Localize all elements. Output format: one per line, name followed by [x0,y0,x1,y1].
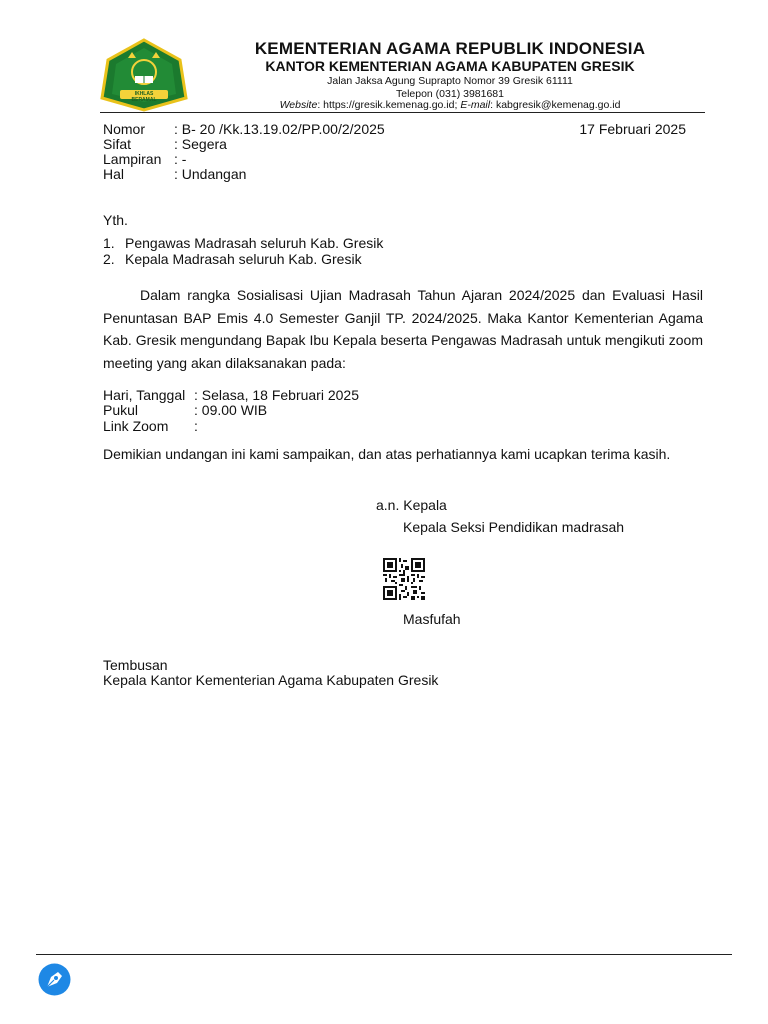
signatory-name: Masfufah [403,611,461,627]
ministry-title: KEMENTERIAN AGAMA REPUBLIK INDONESIA [254,39,646,58]
sifat-label: Sifat [103,136,132,152]
recipient-num: 1. [103,235,115,251]
letter-date: 17 Februari 2025 [579,121,686,137]
schedule-label: Link Zoom [103,418,169,434]
salutation: Yth. [103,212,128,228]
recipient-num: 2. [103,251,115,267]
office-phone: Telepon (031) 3981681 [395,88,504,100]
qr-code-icon [383,558,425,600]
lampiran-label: Lampiran [103,151,162,167]
signature-an: a.n. Kepala [376,497,447,513]
website-link[interactable]: https://gresik.kemenag.go.id [323,99,455,111]
sifat-value: : Segera [174,136,227,152]
schedule-label: Pukul [103,402,139,418]
closing-sentence: Demikian undangan ini kami sampaikan, dan atas perhatiannya kami ucapkan terima kasih. [103,446,671,462]
lampiran-value: : - [174,151,187,167]
signature-position: Kepala Seksi Pendidikan madrasah [403,519,625,535]
hal-value: : Undangan [174,166,247,182]
office-contact: Website: https://gresik.kemenag.go.id; E-mail: kabgresik@kemenag.go.id [279,99,621,111]
cc-title: Tembusan [103,657,168,673]
hal-label: Hal [103,166,125,182]
kemenag-emblem-icon [98,38,190,112]
cc-item: Kepala Kantor Kementerian Agama Kabupaten Gresik [103,672,439,688]
nomor-value: : B- 20 /Kk.13.19.02/PP.00/2/2025 [174,121,385,137]
footer-divider [36,954,732,955]
pen-nib-icon[interactable] [38,963,71,996]
email-link[interactable]: kabgresik@kemenag.go.id [495,99,621,111]
logo-motto: IKHLAS BERAMAL [131,91,157,103]
body-paragraph [103,284,703,374]
body-paragraph-text: Dalam rangka Sosialisasi Ujian Madrasah Tahun Ajaran 2024/2025 dan Evaluasi Hasil Penuntasan BAP Emis 4.0 Semester Ganjil TP. 2024/2025. Maka Kantor Kementerian Agama Kab. Gresik mengundang Bapak Ibu Kepala beserta Pengawas Madrasah untuk mengikuti zoom meeting yang akan dilaksanakan pada: [103,287,703,371]
email-label: E-mail [460,99,491,111]
nomor-label: Nomor [103,121,146,137]
schedule-value: : Selasa, 18 Februari 2025 [194,387,359,403]
website-label: Website [279,99,318,111]
schedule-value: : [194,418,198,434]
office-address: Jalan Jaksa Agung Suprapto Nomor 39 Gresik 61111 [327,75,573,87]
recipient-item: Pengawas Madrasah seluruh Kab. Gresik [125,235,384,251]
recipient-item: Kepala Madrasah seluruh Kab. Gresik [125,251,362,267]
header-divider [100,112,705,113]
schedule-label: Hari, Tanggal [103,387,186,403]
schedule-value: : 09.00 WIB [194,402,268,418]
office-title: KANTOR KEMENTERIAN AGAMA KABUPATEN GRESIK [265,58,635,74]
